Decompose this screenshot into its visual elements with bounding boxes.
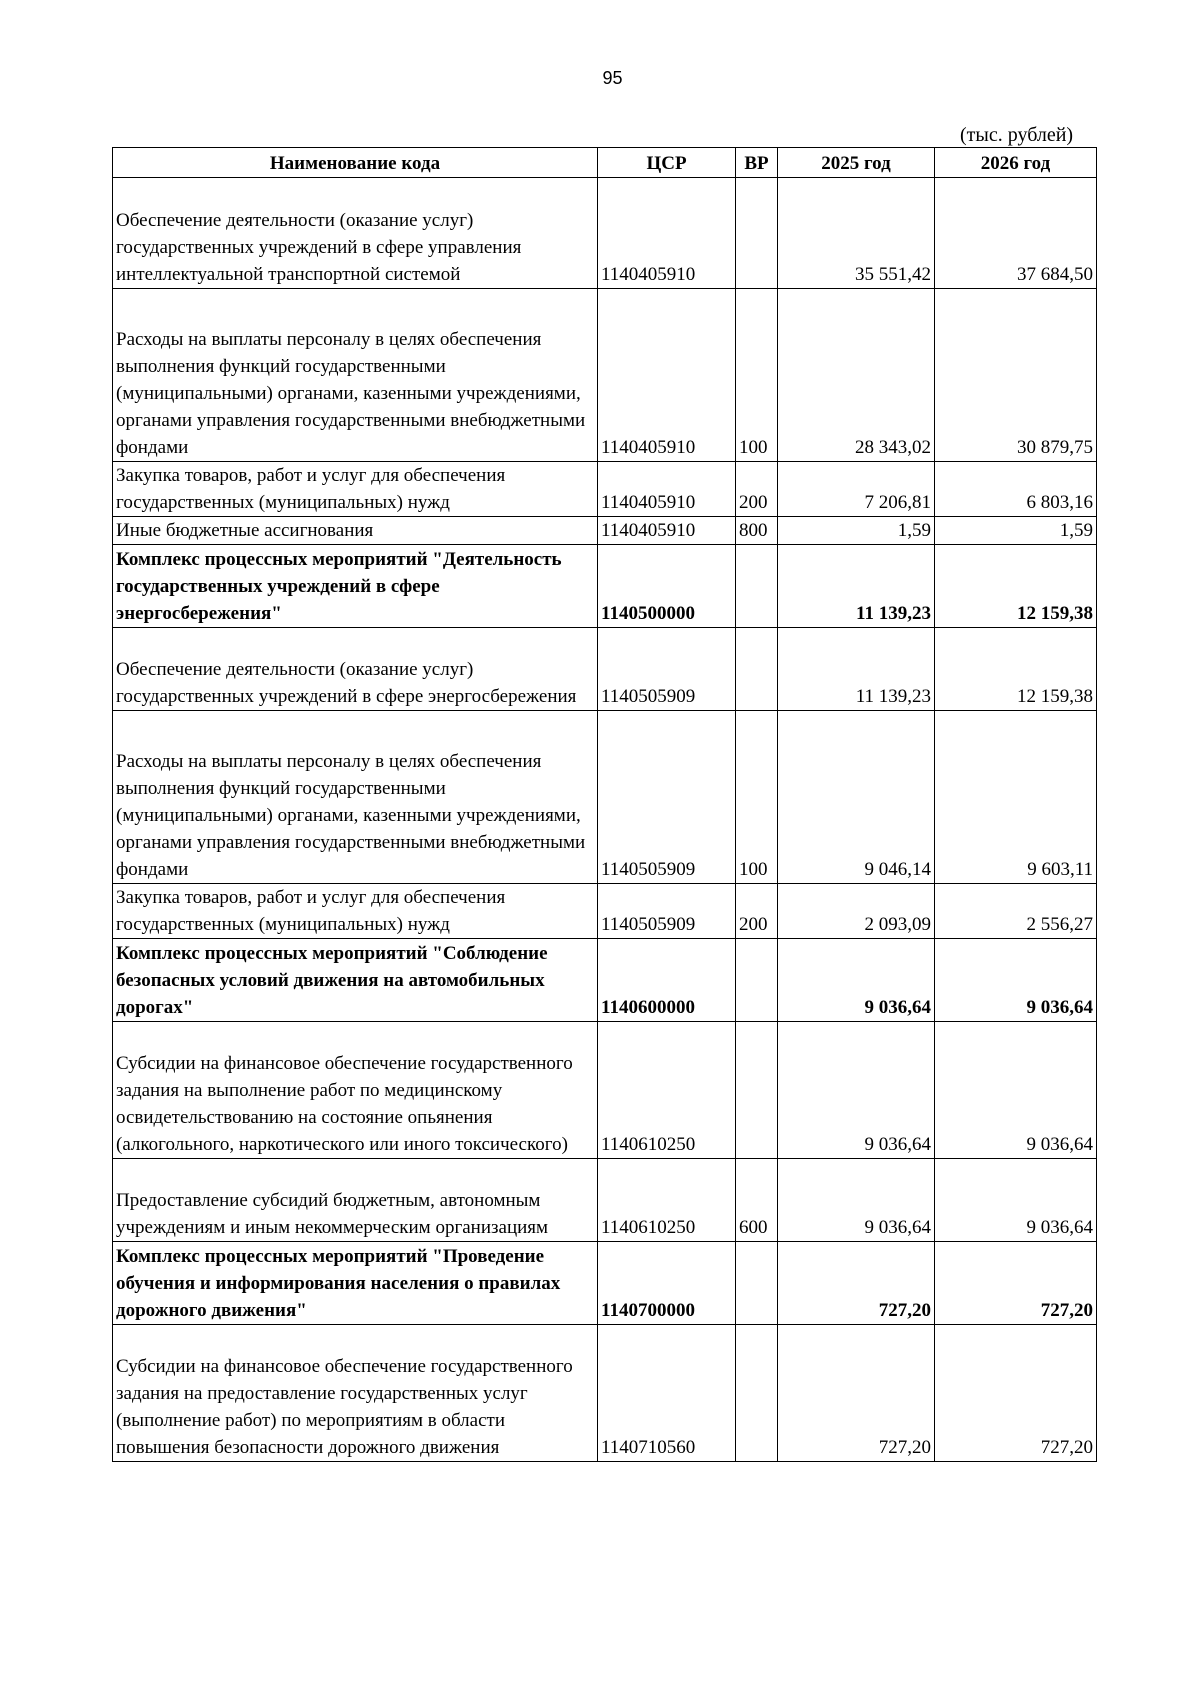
row-2026: 727,20 <box>935 1242 1097 1325</box>
row-csr: 1140405910 <box>598 178 736 289</box>
row-2026: 6 803,16 <box>935 462 1097 517</box>
row-name: Предоставление субсидий бюджетным, автономным учреждениям и иным некоммерческим организациям <box>113 1159 598 1242</box>
row-2025: 9 036,64 <box>778 1022 935 1159</box>
row-2026: 9 036,64 <box>935 1022 1097 1159</box>
row-vr <box>736 545 778 628</box>
table-row <box>113 939 1097 1022</box>
row-name: Расходы на выплаты персоналу в целях обеспечения выполнения функций государственными (муниципальными) органами, казенными учреждениями, органами управления государственными внебюджетными фондами <box>113 289 598 462</box>
row-2025: 9 036,64 <box>778 939 935 1022</box>
row-vr <box>736 939 778 1022</box>
row-2026: 2 556,27 <box>935 884 1097 939</box>
header-name: Наименование кода <box>113 148 598 178</box>
row-2025: 35 551,42 <box>778 178 935 289</box>
row-2026: 37 684,50 <box>935 178 1097 289</box>
table-row <box>113 1022 1097 1159</box>
header-2025: 2025 год <box>778 148 935 178</box>
row-csr: 1140600000 <box>598 939 736 1022</box>
row-vr <box>736 1242 778 1325</box>
row-csr: 1140405910 <box>598 517 736 545</box>
row-name: Комплекс процессных мероприятий "Соблюдение безопасных условий движения на автомобильных дорогах" <box>113 939 598 1022</box>
row-name: Комплекс процессных мероприятий "Деятельность государственных учреждений в сфере энергосбережения" <box>113 545 598 628</box>
units-label: (тыс. рублей) <box>960 124 1074 146</box>
table-row <box>113 289 1097 462</box>
row-name: Иные бюджетные ассигнования <box>113 517 598 545</box>
row-vr: 800 <box>736 517 778 545</box>
row-csr: 1140610250 <box>598 1159 736 1242</box>
header-2026: 2026 год <box>935 148 1097 178</box>
row-2026: 727,20 <box>935 1325 1097 1462</box>
row-2025: 11 139,23 <box>778 545 935 628</box>
header-vr: ВР <box>736 148 778 178</box>
row-csr: 1140505909 <box>598 711 736 884</box>
row-name: Расходы на выплаты персоналу в целях обеспечения выполнения функций государственными (муниципальными) органами, казенными учреждениями, органами управления государственными внебюджетными фондами <box>113 711 598 884</box>
row-csr: 1140710560 <box>598 1325 736 1462</box>
row-name: Комплекс процессных мероприятий "Проведение обучения и информирования населения о правилах дорожного движения" <box>113 1242 598 1325</box>
table-row <box>113 711 1097 884</box>
table-row <box>113 884 1097 939</box>
row-2026: 12 159,38 <box>935 628 1097 711</box>
row-csr: 1140405910 <box>598 289 736 462</box>
row-2025: 9 036,64 <box>778 1159 935 1242</box>
row-name: Субсидии на финансовое обеспечение государственного задания на предоставление государственных услуг (выполнение работ) по мероприятиям в области повышения безопасности дорожного движения <box>113 1325 598 1462</box>
budget-table <box>112 147 1097 1462</box>
row-vr: 200 <box>736 462 778 517</box>
row-2025: 727,20 <box>778 1325 935 1462</box>
row-csr: 1140610250 <box>598 1022 736 1159</box>
row-2025: 7 206,81 <box>778 462 935 517</box>
row-2025: 1,59 <box>778 517 935 545</box>
row-name: Закупка товаров, работ и услуг для обеспечения государственных (муниципальных) нужд <box>113 884 598 939</box>
row-csr: 1140505909 <box>598 628 736 711</box>
row-vr <box>736 628 778 711</box>
row-csr: 1140700000 <box>598 1242 736 1325</box>
table-row <box>113 1325 1097 1462</box>
row-name: Обеспечение деятельности (оказание услуг) государственных учреждений в сфере энергосбережения <box>113 628 598 711</box>
row-vr: 100 <box>736 711 778 884</box>
row-2026: 9 036,64 <box>935 1159 1097 1242</box>
row-2025: 2 093,09 <box>778 884 935 939</box>
row-vr: 200 <box>736 884 778 939</box>
row-2025: 727,20 <box>778 1242 935 1325</box>
table-row <box>113 1159 1097 1242</box>
row-2026: 12 159,38 <box>935 545 1097 628</box>
table-row <box>113 462 1097 517</box>
table-row <box>113 517 1097 545</box>
table-row <box>113 1242 1097 1325</box>
row-name: Закупка товаров, работ и услуг для обеспечения государственных (муниципальных) нужд <box>113 462 598 517</box>
row-2025: 28 343,02 <box>778 289 935 462</box>
row-csr: 1140500000 <box>598 545 736 628</box>
table-row <box>113 178 1097 289</box>
row-vr <box>736 1022 778 1159</box>
row-csr: 1140505909 <box>598 884 736 939</box>
row-vr: 100 <box>736 289 778 462</box>
header-row <box>113 148 1097 178</box>
row-vr <box>736 178 778 289</box>
row-vr <box>736 1325 778 1462</box>
table-row <box>113 545 1097 628</box>
table-row <box>113 628 1097 711</box>
row-2026: 9 036,64 <box>935 939 1097 1022</box>
row-2026: 1,59 <box>935 517 1097 545</box>
header-csr: ЦСР <box>598 148 736 178</box>
row-vr: 600 <box>736 1159 778 1242</box>
row-2026: 30 879,75 <box>935 289 1097 462</box>
row-2026: 9 603,11 <box>935 711 1097 884</box>
page-number: 95 <box>602 68 623 88</box>
row-2025: 11 139,23 <box>778 628 935 711</box>
row-name: Обеспечение деятельности (оказание услуг) государственных учреждений в сфере управления интеллектуальной транспортной системой <box>113 178 598 289</box>
row-csr: 1140405910 <box>598 462 736 517</box>
row-2025: 9 046,14 <box>778 711 935 884</box>
row-name: Субсидии на финансовое обеспечение государственного задания на выполнение работ по медицинскому освидетельствованию на состояние опьянения (алкогольного, наркотического или иного токсического) <box>113 1022 598 1159</box>
